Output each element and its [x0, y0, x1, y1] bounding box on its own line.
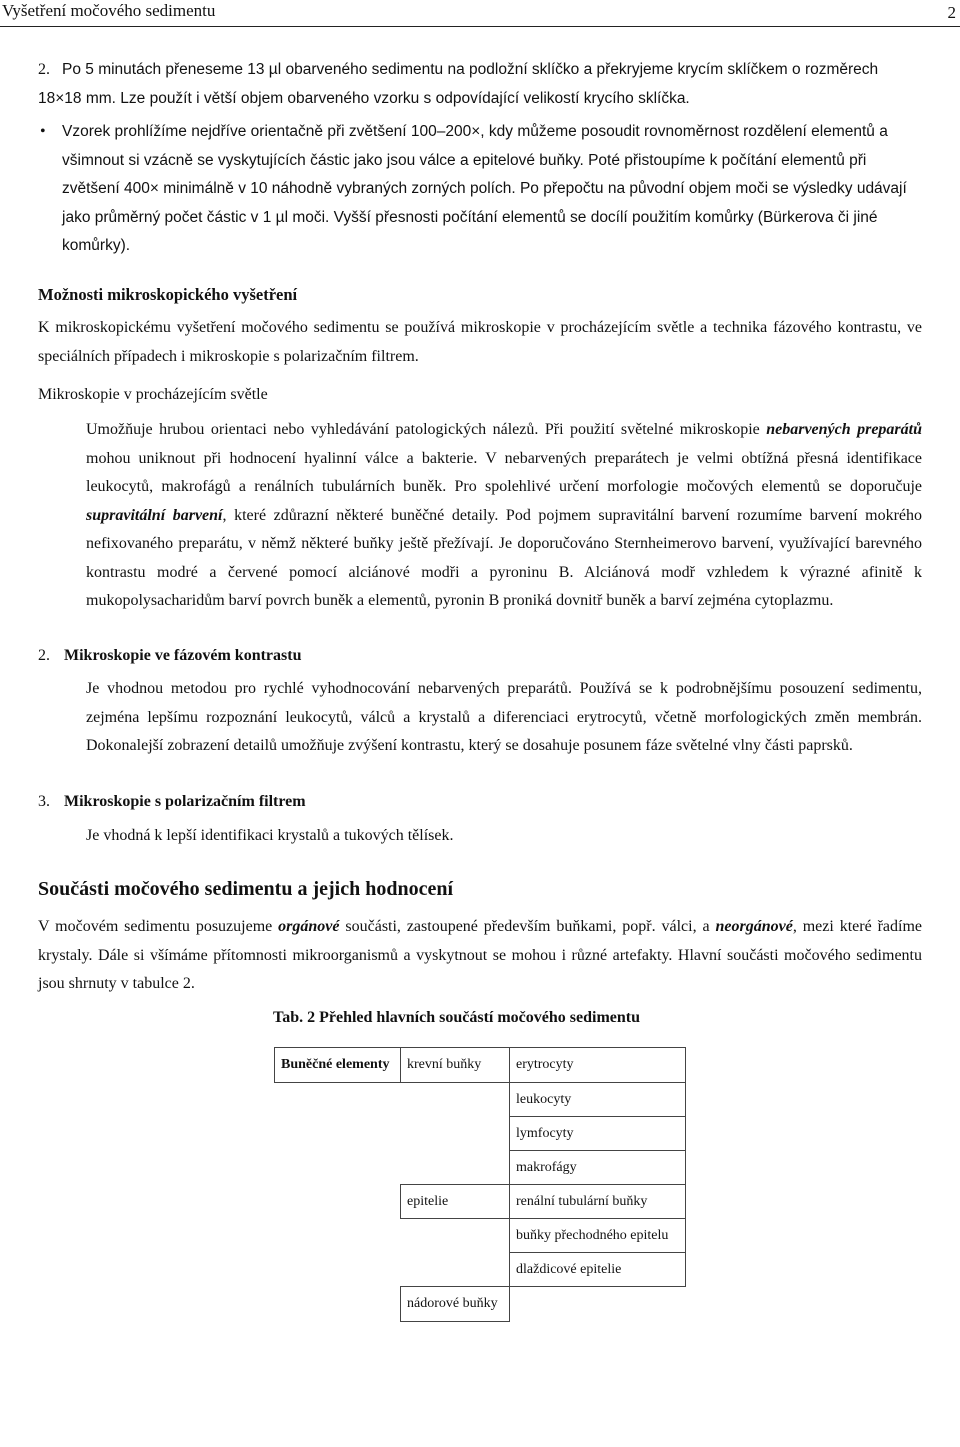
list-number: 3. — [38, 793, 50, 810]
table-cell-item: leukocyty — [509, 1082, 686, 1117]
intro-step-text: Po 5 minutách přeneseme 13 µl obarveného sedimentu na podložní sklíčko a překryjeme krycím sklíčkem o rozměrech 18×18 mm. Lze použít i větší objem obarveného vzorku s odpovídající velikostí krycího sklíčka. — [38, 61, 879, 107]
subsection-title-phase: Mikroskopie ve fázovém kontrastu — [64, 647, 302, 664]
subsection-title-polarization: Mikroskopie s polarizačním filtrem — [64, 793, 306, 810]
subsection-title-transmitted: Mikroskopie v procházejícím světle — [38, 386, 268, 403]
components-paragraph — [38, 913, 922, 999]
emphasis-supravital: supravitální barvení — [86, 506, 223, 524]
polarization-paragraph: Je vhodná k lepší identifikaci krystalů a tukových tělísek. — [86, 827, 454, 844]
text-run: , které zdůrazní některé buněčné detaily. Pod pojmem supravitální barvení rozumíme barvení mokrého nefixovaného preparátu, v němž některé buňky ještě přežívají. Je doporučováno Sternheimerovo barvení, využívající barevného kontrastu modré a červené pomocí alciánové modři a pyroninu B. Alciánová modř vzhledem k výrazné afinitě k mukopolysacharidům barví povrch buněk a elementů, pyronin B proniká dovnitř buněk a barví zejména cytoplazmu. — [86, 506, 923, 609]
section-intro-paragraph: K mikroskopickému vyšetření močového sedimentu se používá mikroskopie v procházejícím světle a technika fázového kontrastu, ve speciálních případech i mikroskopie s polarizačním filtrem. — [38, 319, 922, 365]
text-run: součásti, zastoupené především buňkami, popř. válci, a — [339, 918, 716, 935]
table-cell-group: nádorové buňky — [400, 1286, 510, 1322]
emphasis-organic: orgánové — [278, 918, 340, 935]
header-title: Vyšetření močového sedimentu — [2, 1, 216, 20]
text-run: Umožňuje hrubou orientaci nebo vyhledávání patologických nálezů. Při použití světelné mikroskopie — [86, 421, 767, 438]
text-run: V močovém sedimentu posuzujeme — [38, 918, 279, 935]
bullet-text: Vzorek prohlížíme nejdříve orientačně při zvětšení 100–200×, kdy můžeme posoudit rovnoměrnost rozdělení elementů a všimnout si vzácně se vyskytujících částic jako jsou válce a epitelové buňky. Poté přistoupíme k počítání elementů při zvětšení 400× minimálně v 10 náhodně vybraných zorných polích. Po přepočtu na původní objem moči se výsledky udávají jako průměrný počet částic v 1 µl moči. Vyšší přesnosti počítání elementů se docílí použitím komůrky (Bürkerova či jiné komůrky). — [62, 123, 907, 254]
transmitted-light-paragraph — [86, 416, 922, 616]
list-number: 2. — [38, 647, 50, 664]
section-heading-microscopy: Možnosti mikroskopického vyšetření — [38, 285, 298, 304]
table-cell-item: buňky přechodného epitelu — [509, 1218, 686, 1253]
text-run: , mezi které řadíme krystaly. Dále si všímáme přítomnosti mikroorganismů a vyskytnout se mohou i různé artefakty. Hlavní součásti močového sedimentu jsou shrnuty v tabulce 2. — [38, 918, 923, 992]
table-cell-item: erytrocyty — [509, 1047, 686, 1083]
table-cell-item: makrofágy — [509, 1150, 686, 1185]
emphasis-inorganic: neorgánové — [715, 918, 793, 935]
table-cell-item: lymfocyty — [509, 1116, 686, 1151]
text-run: mohou uniknout při hodnocení hyalinní válce a bakterie. V nebarvených preparátech je velmi obtížná přesná identifikace leukocytů, makrofágů a renálních tubulárních buněk. Pro spolehlivé určení morfologie močových elementů se doporučuje — [86, 449, 922, 495]
table-caption: Tab. 2 Přehled hlavních součástí močového sedimentu — [273, 1009, 640, 1026]
page-number: 2 — [947, 3, 956, 22]
emphasis-unstained: nebarvených preparátů — [766, 421, 923, 438]
section-heading-components: Součásti močového sedimentu a jejich hodnocení — [38, 878, 453, 900]
table-cell-group: epitelie — [400, 1184, 510, 1219]
table-cell-category: Buněčné elementy — [274, 1047, 401, 1083]
table-cell-group: krevní buňky — [400, 1047, 510, 1083]
phase-contrast-paragraph: Je vhodnou metodou pro rychlé vyhodnocování nebarvených preparátů. Používá se k podrobnějšímu posouzení sedimentu, zejména lepšímu rozpoznání leukocytů, válců a krystalů a diferenciaci erytrocytů, včetně morfologických změn membrán. Dokonalejší zobrazení detailů umožňuje zvýšení kontrastu, který se dosahuje posunem fáze světelné vlny části paprsků. — [86, 680, 922, 754]
table-cell-item: dlaždicové epitelie — [509, 1252, 686, 1287]
bullet-symbol: • — [40, 123, 46, 140]
page-header — [0, 0, 960, 27]
table-cell-item: renální tubulární buňky — [509, 1184, 686, 1219]
list-number: 2. — [38, 61, 50, 78]
